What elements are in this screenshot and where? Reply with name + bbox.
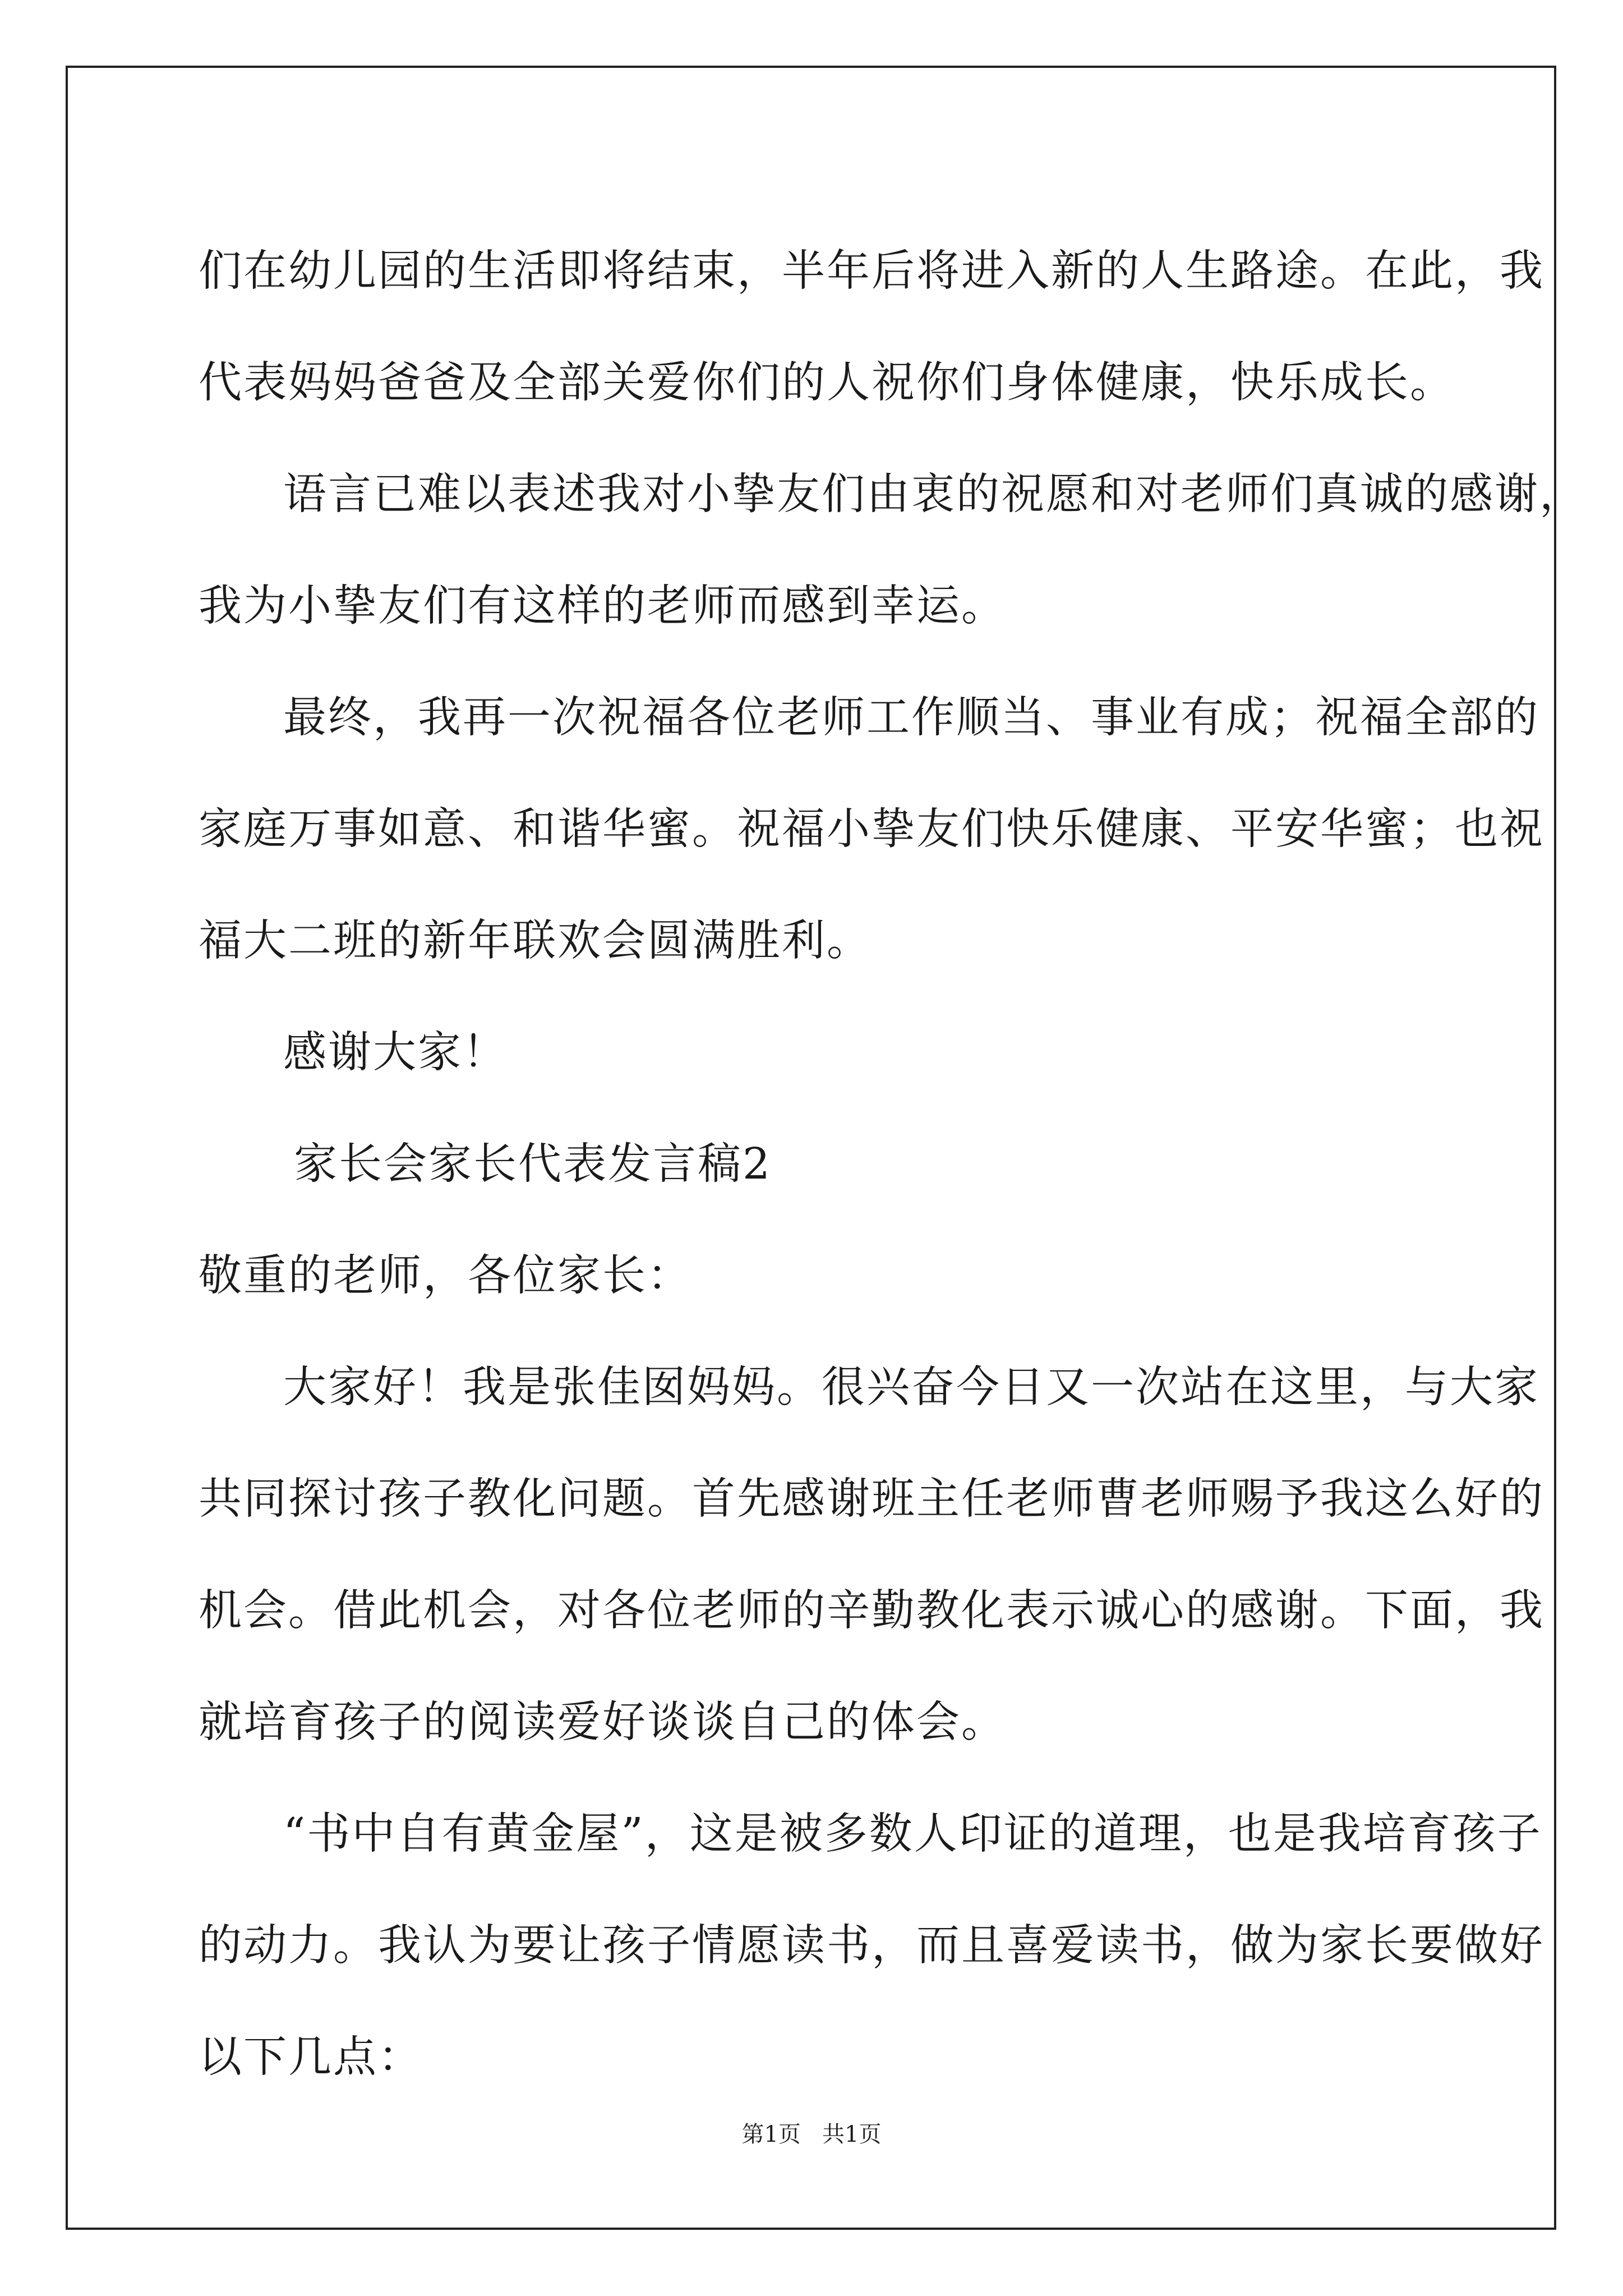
text-line: 就培育孩子的阅读爱好谈谈自己的体会。 bbox=[199, 1697, 1006, 1747]
text-line: 福大二班的新年联欢会圆满胜利。 bbox=[199, 916, 872, 966]
text-line: 共同探讨孩子教化问题。首先感谢班主任老师曹老师赐予我这么好的 bbox=[199, 1474, 1544, 1524]
paragraph-start-line: 语言已难以表述我对小挚友们由衷的祝愿和对老师们真诚的感谢， bbox=[283, 470, 1584, 519]
text-line: 代表妈妈爸爸及全部关爱你们的人祝你们身体健康，快乐成长。 bbox=[199, 358, 1455, 408]
page-number-footer: 第1页 共1页 bbox=[741, 2122, 882, 2147]
section-title: 家长会家长代表发言稿2 bbox=[294, 1139, 772, 1189]
paragraph-start-line: “书中自有黄金屋”，这是被多数人印证的道理，也是我培育孩子 bbox=[283, 1809, 1542, 1859]
text-line: 们在幼儿园的生活即将结束，半年后将进入新的人生路途。在此，我 bbox=[199, 246, 1544, 296]
text-line: 以下几点： bbox=[199, 2032, 423, 2082]
closing-line: 感谢大家！ bbox=[283, 1028, 508, 1078]
text-line: 家庭万事如意、和谐华蜜。祝福小挚友们快乐健康、平安华蜜；也祝 bbox=[199, 804, 1544, 854]
salutation-line: 敬重的老师，各位家长： bbox=[199, 1251, 692, 1301]
document-body bbox=[199, 215, 1584, 2113]
text-line: 机会。借此机会，对各位老师的辛勤教化表示诚心的感谢。下面，我 bbox=[199, 1586, 1544, 1636]
text-line: 的动力。我认为要让孩子情愿读书，而且喜爱读书，做为家长要做好 bbox=[199, 1921, 1544, 1971]
paragraph-start-line: 大家好！我是张佳囡妈妈。很兴奋今日又一次站在这里，与大家 bbox=[283, 1363, 1539, 1412]
text-line: 我为小挚友们有这样的老师而感到幸运。 bbox=[199, 581, 1006, 631]
paragraph-start-line: 最终，我再一次祝福各位老师工作顺当、事业有成；祝福全部的 bbox=[283, 693, 1539, 743]
